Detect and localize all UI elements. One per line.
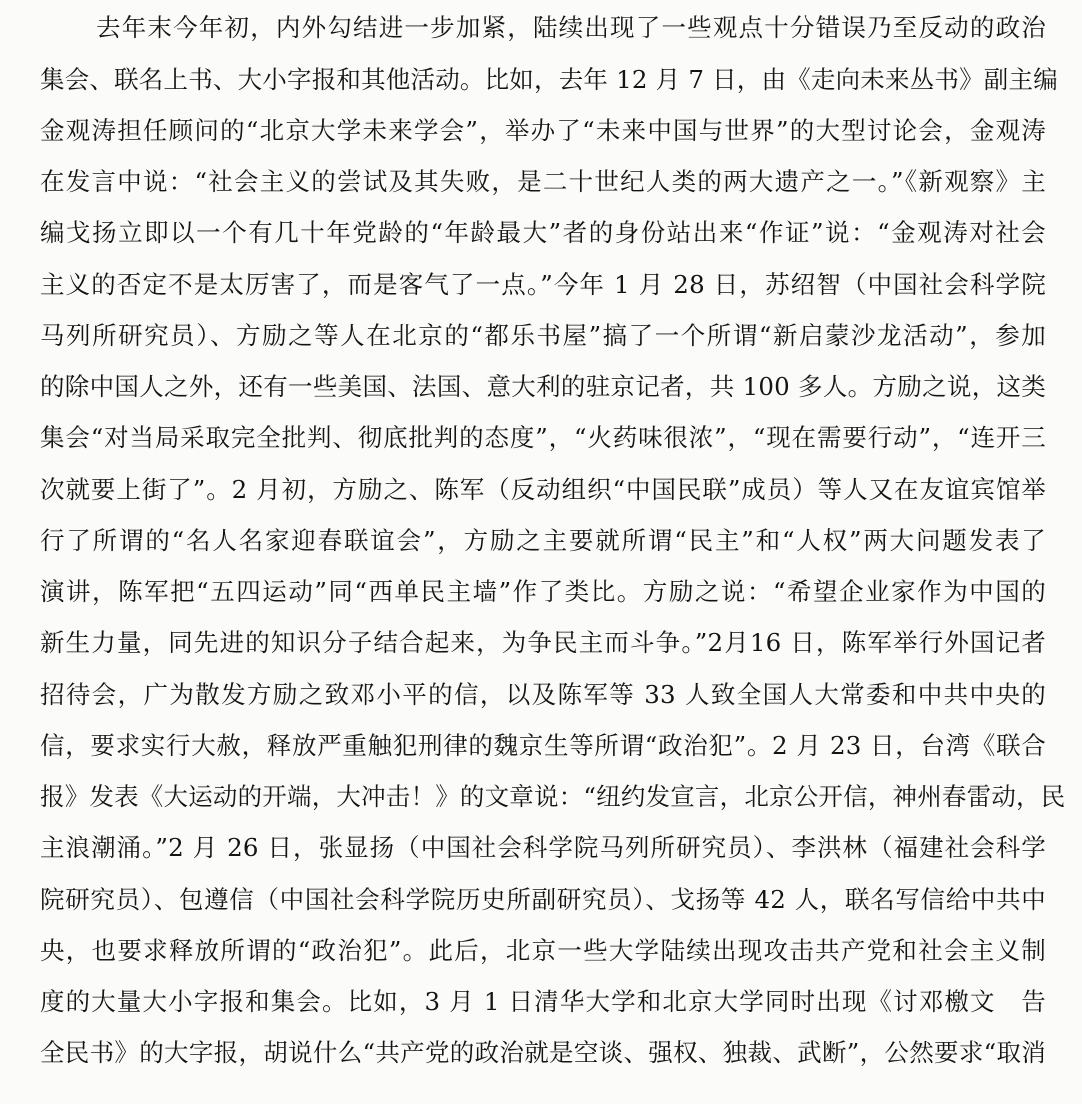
text-line-7: 马列所研究员）、方励之等人在北京的“都乐书屋”搞了一个所谓“新启蒙沙龙活动”，参加 [40, 321, 1046, 350]
text-line-4: 在发言中说：“社会主义的尝试及其失败，是二十世纪人类的两大遗产之一。”《新观察》主 [40, 167, 1046, 196]
text-line-14: 招待会，广为散发方励之致邓小平的信，以及陈军等 33 人致全国人大常委和中共中央的 [40, 680, 1046, 709]
text-line-6: 主义的否定不是太厉害了，而是客气了一点。”今年 1 月 28 日，苏绍智（中国社会科学院 [40, 270, 1046, 299]
text-line-10: 次就要上街了”。2 月初，方励之、陈军（反动组织“中国民联”成员）等人又在友谊宾馆举 [40, 475, 1046, 504]
text-line-13: 新生力量，同先进的知识分子结合起来，为争民主而斗争。”2月16 日，陈军举行外国记者 [40, 628, 1046, 657]
text-line-9: 集会“对当局采取完全批判、彻底批判的态度”，“火药味很浓”，“现在需要行动”，“连开三 [40, 423, 1046, 452]
text-line-12: 演讲，陈军把“五四运动”同“西单民主墙”作了类比。方励之说：“希望企业家作为中国的 [40, 577, 1046, 606]
text-line-3: 金观涛担任顾问的“北京大学未来学会”，举办了“未来中国与世界”的大型讨论会，金观涛 [40, 116, 1046, 145]
text-line-18: 院研究员）、包遵信（中国社会科学院历史所副研究员）、戈扬等 42 人，联名写信给中共中 [40, 885, 1046, 914]
text-line-17: 主浪潮涌。”2 月 26 日，张显扬（中国社会科学院马列所研究员）、李洪林（福建社会科学 [40, 833, 1046, 862]
text-line-20: 度的大量大小字报和集会。比如，3 月 1 日清华大学和北京大学同时出现《讨邓檄文 告 [40, 987, 1046, 1016]
text-line-2: 集会、联名上书、大小字报和其他活动。比如，去年 12 月 7 日，由《走向未来丛书》副主编 [40, 65, 1058, 94]
text-line-21: 全民书》的大字报，胡说什么“共产党的政治就是空谈、强权、独裁、武断”，公然要求“取消 [40, 1038, 1046, 1067]
text-line-1: 去年末今年初，内外勾结进一步加紧，陆续出现了一些观点十分错误乃至反动的政治 [96, 13, 1046, 42]
text-line-11: 行了所谓的“名人名家迎春联谊会”，方励之主要就所谓“民主”和“人权”两大问题发表了 [40, 526, 1046, 555]
text-line-16: 报》发表《大运动的开端，大冲击！》的文章说：“纽约发宣言，北京公开信，神州春雷动，民 [40, 782, 1066, 811]
text-line-15: 信，要求实行大赦，释放严重触犯刑律的魏京生等所谓“政治犯”。2 月 23 日，台湾《联合 [40, 731, 1046, 760]
text-line-19: 央，也要求释放所谓的“政治犯”。此后，北京一些大学陆续出现攻击共产党和社会主义制 [40, 936, 1046, 965]
text-line-8: 的除中国人之外，还有一些美国、法国、意大利的驻京记者，共 100 多人。方励之说，这类 [40, 372, 1046, 401]
text-line-5: 编戈扬立即以一个有几十年党龄的“年龄最大”者的身份站出来“作证”说：“金观涛对社会 [40, 218, 1046, 247]
